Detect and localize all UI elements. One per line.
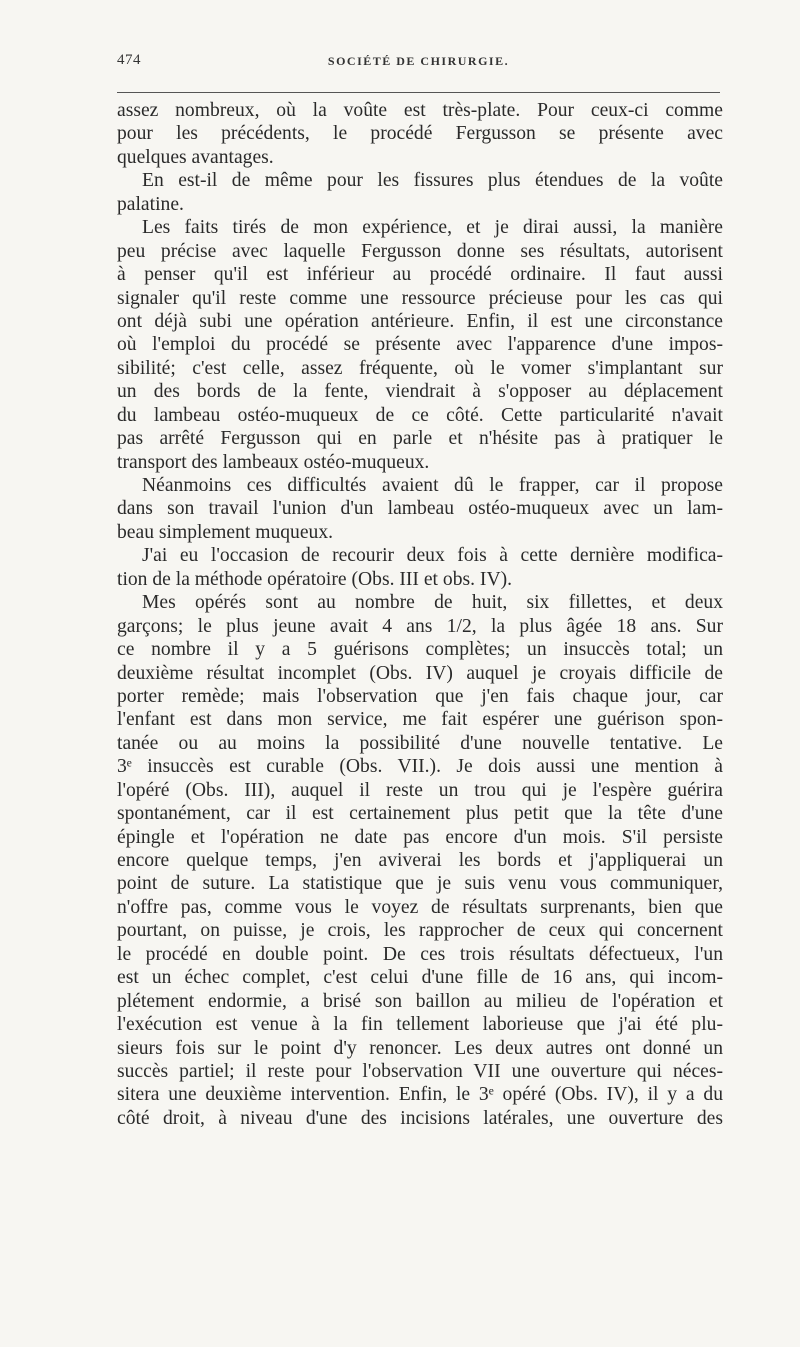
text-line: beau simplement muqueux. [117, 521, 334, 543]
text-line: un des bords de la fente, viendrait à s'opposer au déplacement [117, 381, 723, 403]
text-line: à penser qu'il est inférieur au procédé ordinaire. Il faut aussi [117, 264, 723, 286]
body-text [117, 99, 723, 1130]
text-line: pas arrêté Fergusson qui en parle et n'hésite pas à pratiquer le [117, 428, 723, 450]
running-title: SOCIÉTÉ DE CHIRURGIE. [327, 54, 510, 68]
text-line: n'offre pas, comme vous le voyez de résultats surprenants, bien que [117, 896, 723, 918]
page-header [117, 52, 720, 76]
text-line: transport des lambeaux ostéo-muqueux. [117, 451, 430, 473]
text-line: épingle et l'opération ne date pas encore d'un mois. S'il persiste [117, 826, 723, 848]
header-rule [117, 92, 720, 93]
text-line: ont déjà subi une opération antérieure. Enfin, il est une circonstance [117, 310, 723, 332]
text-line: porter remède; mais l'observation que j'en fais chaque jour, car [117, 685, 723, 707]
text-line: deuxième résultat incomplet (Obs. IV) auquel je croyais difficile de [117, 662, 723, 684]
text-line: 3ᵉ insuccès est curable (Obs. VII.). Je dois aussi une mention à [117, 756, 723, 778]
text-line: succès partiel; il reste pour l'observation VII une ouverture qui néces- [117, 1060, 723, 1082]
text-line: quelques avantages. [117, 146, 274, 168]
text-line: côté droit, à niveau d'une des incisions latérales, une ouverture des [117, 1107, 723, 1129]
text-line: est un échec complet, c'est celui d'une fille de 16 ans, qui incom- [117, 967, 723, 989]
text-line: pourtant, on puisse, je crois, les rapprocher de ceux qui concernent [117, 920, 723, 942]
text-line: palatine. [117, 193, 184, 215]
text-line: assez nombreux, où la voûte est très-plate. Pour ceux-ci comme [117, 100, 723, 121]
text-line: où l'emploi du procédé se présente avec l'apparence d'une impos- [117, 334, 723, 356]
text-line: sieurs fois sur le point d'y renoncer. Les deux autres ont donné un [117, 1037, 723, 1059]
text-line: Les faits tirés de mon expérience, et je dirai aussi, la manière [142, 217, 723, 239]
text-line: En est-il de même pour les fissures plus étendues de la voûte [142, 170, 723, 192]
text-line: peu précise avec laquelle Fergusson donne ses résultats, autorisent [117, 240, 723, 262]
text-line: l'opéré (Obs. III), auquel il reste un trou qui je l'espère guérira [117, 779, 723, 801]
text-line: ce nombre il y a 5 guérisons complètes; un insuccès total; un [117, 639, 723, 661]
text-line: encore quelque temps, j'en aviverai les bords et j'appliquerai un [117, 850, 723, 871]
text-line: l'exécution est venue à la fin tellement laborieuse que j'ai été plu- [117, 1014, 723, 1036]
text-line: tanée ou au moins la possibilité d'une nouvelle tentative. Le [117, 732, 723, 754]
page-number: 474 [117, 52, 141, 68]
text-line: J'ai eu l'occasion de recourir deux fois à cette dernière modifica- [142, 545, 723, 567]
text-line: dans son travail l'union d'un lambeau ostéo-muqueux avec un lam- [117, 498, 723, 520]
text-line: Néanmoins ces difficultés avaient dû le frapper, car il propose [142, 475, 723, 496]
text-line: l'enfant est dans mon service, me fait espérer une guérison spon- [117, 709, 723, 731]
text-line: tion de la méthode opératoire (Obs. III et obs. IV). [117, 568, 513, 590]
text-line: le procédé en double point. De ces trois résultats défectueux, l'un [117, 943, 723, 965]
text-line: pour les précédents, le procédé Fergusson se présente avec [117, 123, 723, 145]
text-line: du lambeau ostéo-muqueux de ce côté. Cette particularité n'avait [117, 404, 723, 426]
text-line: spontanément, car il est certainement plus petit que la tête d'une [117, 803, 723, 825]
text-line: plétement endormie, a brisé son baillon au milieu de l'opération et [117, 990, 723, 1012]
text-line: sitera une deuxième intervention. Enfin, le 3ᵉ opéré (Obs. IV), il y a du [117, 1084, 723, 1106]
text-line: sibilité; c'est celle, assez fréquente, où le vomer s'implantant sur [117, 357, 723, 379]
text-line: Mes opérés sont au nombre de huit, six fillettes, et deux [142, 592, 723, 614]
text-line: garçons; le plus jeune avait 4 ans 1/2, la plus âgée 18 ans. Sur [117, 615, 723, 637]
text-line: signaler qu'il reste comme une ressource précieuse pour les cas qui [117, 287, 723, 309]
text-line: point de suture. La statistique que je suis venu vous communiquer, [117, 873, 723, 895]
